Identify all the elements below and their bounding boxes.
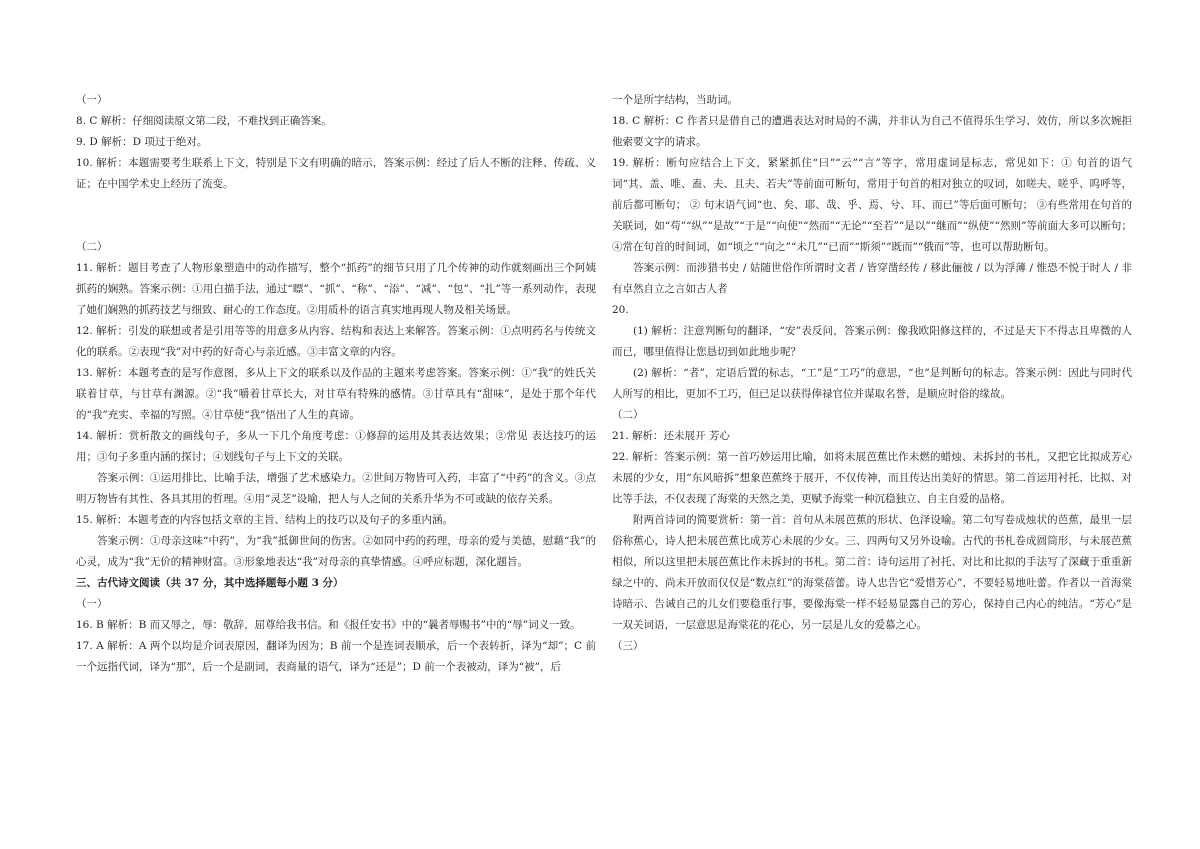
answer-paragraph: 8. C 解析：仔细阅读原文第二段，不难找到正确答案。: [76, 115, 332, 127]
answer-paragraph: 10. 解析：本题需要考生联系上下文，特别是下文有明确的暗示，答案示例：经过了后人不断的注释、传疏、义证；在中国学术史上经历了流变。: [76, 157, 596, 190]
answer-paragraph: 一个是所字结构，当助词。: [612, 94, 738, 106]
answer-paragraph: 18. C 解析：C 作者只是借自己的遭遇表达对时局的不满，并非认为自己不值得乐生学习、效仿，所以多次婉拒他索要文字的请求。: [612, 115, 1132, 148]
answer-paragraph: 20.: [612, 304, 629, 316]
section-marker: （二）: [76, 241, 108, 253]
answer-paragraph: 19. 解析：断句应结合上下文，紧紧抓住“曰”“云”“言”等字，常用虚词是标志，常见如下：① 句首的语气词“其、盖、唯、盍、夫、且夫、若夫”等前面可断句，常用于句首的相对独立的叹词，如嗟夫、嗟乎、呜呼等，前后都可断句； ② 句末语气词“也、矣、耶、哉、乎、焉、兮、耳、而已”等后面可断句； ③有些常用在句首的关联词，如“苟”“纵”“是故”“于是”“向使”“然而”“无论”“至若”“是以”“继而”“纵使”“然则”等前面大多可以断句；④常在句首的时间词，如“顷之”“向之”“未几”“已而”“斯须”“既而”“俄而”等，也可以帮助断句。: [612, 157, 1132, 253]
answer-paragraph: 16. B 解析：B 而又辱之，辱：敬辞，屈尊给我书信。和《报任安书》中的“曩者辱赐书”中的“辱”词义一致。: [76, 619, 581, 631]
answer-paragraph: 15. 解析：本题考查的内容包括文章的主旨、结构上的技巧以及句子的多重内涵。: [76, 514, 454, 526]
answer-paragraph: 9. D 解析：D 项过于绝对。: [76, 136, 208, 148]
answer-paragraph: 答案示例：①母亲这味“中药”，为“我”抵御世间的伤害。②如同中药的药理，母亲的爱与美德，慰藉“我”的心灵，成为“我”无价的精神财富。③形象地表达“我”对母亲的真挚情感。④呼应标题，深化题旨。: [76, 535, 596, 568]
answer-paragraph: 答案示例：①运用排比、比喻手法，增强了艺术感染力。②世间万物皆可入药，丰富了“中药”的含义。③点明万物皆有其性、各具其用的哲理。④用“灵芝”设喻，把人与人之间的关系升华为不可或缺的依存关系。: [76, 472, 596, 505]
spacer: [76, 206, 596, 227]
section-marker: （一）: [76, 94, 108, 106]
answer-paragraph: 11. 解析：题目考查了人物形象塑造中的动作描写，整个“抓药”的细节只用了几个传神的动作就刻画出三个阿姨抓药的娴熟。答案示例：①用白描手法，通过“瞟”、“抓”、“称”、“添”、“减”、“包”、“扎”等一系列动作，表现了她们娴熟的抓药技艺与细致、耐心的工作态度。②用质朴的语言真实地再现人物及相关场景。: [76, 262, 596, 316]
answer-paragraph: 14. 解析：赏析散文的画线句子，多从一下几个角度考虑：①修辞的运用及其表达效果；②常见 表达技巧的运用；③句子多重内涵的探讨；④划线句子与上下文的关联。: [76, 430, 596, 463]
answer-paragraph: 附两首诗词的简要赏析：第一首：首句从未展芭蕉的形状、色泽设喻。第二句写卷成烛状的芭蕉，最里一层俗称蕉心，诗人把未展芭蕉比成芳心未展的少女。三、四两句又另外设喻。古代的书札卷成圆筒形，与未展芭蕉相似，所以这里把未展芭蕉比作未拆封的书札。第二首：诗句运用了衬托、对比和比拟的手法写了深藏于重重新绿之中的、尚未开放而仅仅是“数点红”的海棠蓓蕾。诗人忠告它“爱惜芳心”，不要轻易地吐蕾。作者以一首海棠诗暗示、告诫自己的儿女们要稳重行事，要像海棠一样不轻易显露自己的芳心，保持自己内心的纯洁。“芳心”是一双关词语，一层意思是海棠花的花心，另一层是儿女的爱慕之心。: [612, 514, 1132, 631]
section-marker: （二）: [612, 409, 644, 421]
answer-paragraph: 13. 解析：本题考查的是写作意图，多从上下文的联系以及作品的主题来考虑答案。答案示例：①“我”的姓氏关联着甘草，与甘草有渊源。②“我”嚼着甘草长大，对甘草有特殊的感情。③甘草具有“甜味”，是处于那个年代的“我”充实、幸福的写照。④甘草使“我”悟出了人生的真谛。: [76, 367, 596, 421]
answer-paragraph: 12. 解析：引发的联想或者是引用等等的用意多从内容、结构和表达上来解答。答案示例：①点明药名与传统文化的联系。②表现“我”对中药的好奇心与亲近感。③丰富文章的内容。: [76, 325, 596, 358]
right-column: [612, 90, 1132, 657]
section-marker: （一）: [76, 598, 108, 610]
answer-paragraph: (1) 解析：注意判断句的翻译，“安”表反问，答案示例：像我欧阳修这样的，不过是天下不得志且卑微的人而已，哪里值得让您恳切到如此地步呢？: [612, 325, 1132, 358]
left-column: [76, 90, 596, 678]
answer-paragraph: 三、古代诗文阅读（共 37 分，其中选择题每小题 3 分）: [76, 577, 344, 589]
answer-paragraph: 答案示例：而涉猎书史 / 姑随世俗作所谓时文者 / 皆穿凿经传 / 移此俪彼 / 以为浮薄 / 惟恐不悦于时人 / 非有卓然自立之言如古人者: [612, 262, 1132, 295]
answer-paragraph: 17. A 解析：A 两个以均是介词表原因，翻译为因为；B 前一个是连词表顺承，后一个表转折，译为“却”；C 前一个远指代词，译为“那”，后一个是副词，表商量的语气，译为“还是”；D 前一个表被动，译为“被”，后: [76, 640, 596, 673]
section-marker: （三）: [612, 640, 644, 652]
answer-paragraph: 21. 解析：还未展开 芳心: [612, 430, 730, 442]
answer-paragraph: 22. 解析：答案示例：第一首巧妙运用比喻，如将未展芭蕉比作未燃的蜡烛、未拆封的书札，又把它比拟成芳心未展的少女，用“东风暗拆”想象芭蕉终于展开，不仅传神，而且传达出美好的情思。第二首运用衬托、比拟、对比等手法，不仅表现了海棠的天然之美，更赋予海棠一种沉稳独立、自主自爱的品格。: [612, 451, 1132, 505]
answer-paragraph: (2) 解析：“者”，定语后置的标志，“工”是“工巧”的意思，“也”是判断句的标志。答案示例：因此与同时代人所写的相比，更加不工巧，但已足以获得俸禄官位并谋取名誉，是顺应时俗的缘故。: [612, 367, 1132, 400]
